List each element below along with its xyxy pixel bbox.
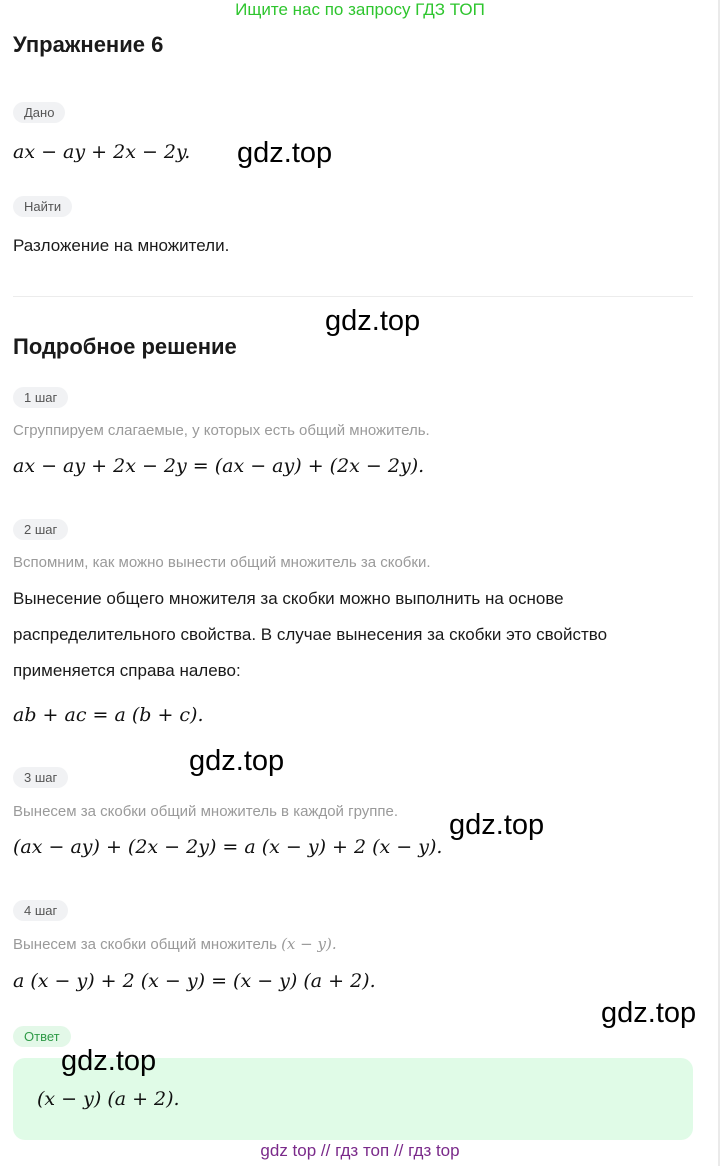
step-3 bbox=[13, 767, 68, 788]
step-2-text-line: применяется справа налево: bbox=[13, 661, 241, 680]
step-tag: 3 шаг bbox=[13, 767, 68, 788]
watermark: gdz.top bbox=[601, 997, 697, 1029]
step-3-expression: (ax − ay) + (2x − 2y) = a (x − y) + 2 (x − y). bbox=[13, 836, 443, 858]
step-4-hint-math: (x − y). bbox=[281, 935, 337, 953]
watermark: gdz.top bbox=[189, 745, 285, 777]
step-2-hint: Вспомним, как можно вынести общий множитель за скобки. bbox=[13, 554, 431, 571]
step-1-expression: ax − ay + 2x − 2y = (ax − ay) + (2x − 2y). bbox=[13, 455, 425, 477]
given-section bbox=[13, 102, 65, 123]
step-4-hint-text: Вынесем за скобки общий множитель bbox=[13, 936, 277, 953]
find-text: Разложение на множители. bbox=[13, 236, 230, 255]
answer-label bbox=[13, 1026, 71, 1047]
footer-links[interactable]: gdz top // гдз топ // гдз top bbox=[260, 1141, 460, 1160]
given-expression: ax − ay + 2x − 2y. bbox=[13, 141, 191, 163]
watermark: gdz.top bbox=[449, 809, 545, 841]
watermark: gdz.top bbox=[61, 1045, 157, 1077]
step-2-expression: ab + ac = a (b + c). bbox=[13, 704, 204, 726]
step-4-expression: a (x − y) + 2 (x − y) = (x − y) (a + 2). bbox=[13, 970, 376, 992]
solution-title: Подробное решение bbox=[13, 334, 237, 359]
step-1 bbox=[13, 387, 68, 408]
find-tag: Найти bbox=[13, 196, 72, 217]
step-4-hint bbox=[13, 935, 337, 953]
step-2-text-line: распределительного свойства. В случае вынесения за скобки это свойство bbox=[13, 625, 608, 644]
step-tag: 2 шаг bbox=[13, 519, 68, 540]
divider bbox=[13, 296, 693, 297]
step-1-hint: Сгруппируем слагаемые, у которых есть общий множитель. bbox=[13, 422, 430, 439]
step-3-hint: Вынесем за скобки общий множитель в каждой группе. bbox=[13, 803, 399, 820]
step-tag: 4 шаг bbox=[13, 900, 68, 921]
promo-banner[interactable]: Ищите нас по запросу ГДЗ ТОП bbox=[235, 0, 485, 19]
step-tag: 1 шаг bbox=[13, 387, 68, 408]
find-section bbox=[13, 196, 72, 217]
given-tag: Дано bbox=[13, 102, 65, 123]
step-2 bbox=[13, 519, 68, 540]
answer-expression: (x − y) (a + 2). bbox=[37, 1088, 180, 1110]
watermark: gdz.top bbox=[325, 305, 421, 337]
answer-tag: Ответ bbox=[13, 1026, 71, 1047]
step-2-text-line: Вынесение общего множителя за скобки можно выполнить на основе bbox=[13, 589, 564, 608]
watermark: gdz.top bbox=[237, 137, 333, 169]
exercise-title: Упражнение 6 bbox=[13, 32, 164, 57]
step-4 bbox=[13, 900, 68, 921]
